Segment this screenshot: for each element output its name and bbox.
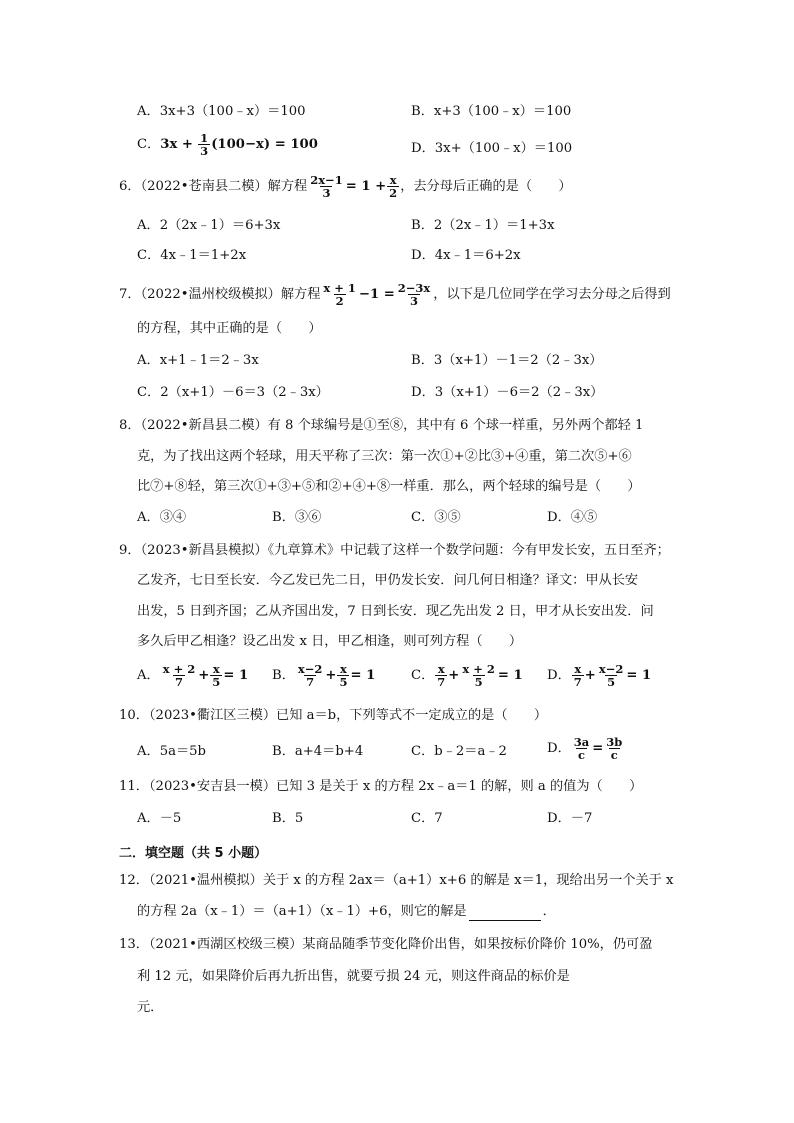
option-label: B． xyxy=(272,668,295,683)
q9-option-b xyxy=(272,663,375,688)
section-heading-fill-in: 二．填空题（共 5 小题） xyxy=(119,846,268,861)
q10-option-c: C．b﹣2＝a﹣2 xyxy=(411,744,507,759)
option-fraction-1 xyxy=(572,663,584,688)
fraction-denominator: 5 xyxy=(212,675,221,689)
option-fraction-2 xyxy=(210,663,222,688)
q5-option-c-label: C． xyxy=(137,137,161,152)
option-fraction-1 xyxy=(161,663,198,688)
q8-option-d: D．④⑤ xyxy=(547,510,598,525)
q12-stem-end: ． xyxy=(542,904,556,919)
option-equals: = 1 xyxy=(350,668,376,683)
q7-fraction-right xyxy=(396,282,433,307)
q5-option-a: A．3x+3（100﹣x）＝100 xyxy=(137,104,306,119)
q12-answer-blank[interactable] xyxy=(469,906,541,921)
q8-stem-line3: 比⑦+⑧轻，第三次①+③+⑤和②+④+⑧一样重．那么，两个轻球的编号是（ ） xyxy=(137,479,641,494)
option-equals: = 1 xyxy=(626,668,652,683)
q7-stem-line2: 的方程，其中正确的是（ ） xyxy=(137,321,322,336)
fraction-numerator: x + 2 xyxy=(462,662,495,676)
option-fraction-2 xyxy=(460,663,497,688)
fraction-denominator: 2 xyxy=(335,294,344,308)
option-equals: = xyxy=(592,741,604,756)
q7-stem-post: ，以下是几位同学在学习去分母之后得到 xyxy=(433,287,671,302)
fraction-numerator: x−2 xyxy=(297,662,323,676)
q6-stem-post: ，去分母后正确的是（ ） xyxy=(400,179,572,194)
q5-option-c-fraction xyxy=(198,132,210,157)
q6-fraction-right xyxy=(387,174,399,199)
q7-option-a: A．x+1﹣1＝2﹣3x xyxy=(137,353,259,368)
q9-option-c xyxy=(411,663,523,688)
option-fraction-2 xyxy=(337,663,349,688)
option-fraction-1 xyxy=(572,736,591,761)
fraction-numerator: x xyxy=(574,662,582,676)
fraction-denominator: 5 xyxy=(607,675,616,689)
q9-stem-line1: 9．（2023•新昌县模拟）《九章算术》中记载了这样一个数学问题：今有甲发长安，五日至齐； xyxy=(119,543,670,558)
option-label: A． xyxy=(137,668,160,683)
q9-option-a xyxy=(137,663,248,688)
q5-option-c-expr-b: (100−x) = 100 xyxy=(211,137,318,152)
q8-option-c: C．③⑤ xyxy=(411,510,461,525)
q6-option-b: B．2（2x﹣1）＝1+3x xyxy=(411,218,555,233)
fraction-denominator: 2 xyxy=(389,186,398,200)
fraction-denominator: 5 xyxy=(474,675,483,689)
q5-option-d: D．3x+（100﹣x）＝100 xyxy=(411,141,573,156)
q13-stem-line3: 元． xyxy=(137,1000,164,1015)
q6-option-a: A．2（2x﹣1）＝6+3x xyxy=(137,218,281,233)
option-equals: = 1 xyxy=(223,668,249,683)
fraction-denominator: c xyxy=(577,748,585,762)
q8-stem-line1: 8．（2022•新昌县二模）有 8 个球编号是①至⑧，其中有 6 个球一样重，另外两个都轻 1 xyxy=(119,418,644,433)
q13-stem-line1: 13．（2021•西湖区校级三模）某商品随季节变化降价出售，如果按标价降价 10%，仍可盈 xyxy=(119,937,653,952)
q12-stem-text: 的方程 2a（x﹣1）＝（a+1）（x﹣1）+6，则它的解是 xyxy=(137,904,467,919)
q9-option-d xyxy=(547,663,651,688)
option-operator: + xyxy=(448,668,460,683)
option-label: D． xyxy=(547,741,571,756)
fraction-numerator: x + 1 xyxy=(323,281,356,295)
fraction-denominator: 3 xyxy=(322,186,331,200)
q6-option-c: C．4x﹣1＝1+2x xyxy=(137,248,247,263)
option-operator: + xyxy=(198,668,210,683)
q11-option-b: B．5 xyxy=(272,811,304,826)
q12-stem-line2 xyxy=(137,903,556,921)
q7-option-b: B．3（x+1）－1＝2（2﹣3x） xyxy=(411,353,603,368)
q11-stem: 11．（2023•安吉县一模）已知 3 是关于 x 的方程 2x﹣a＝1 的解，则 a 的值为（ ） xyxy=(119,779,643,794)
option-fraction-1 xyxy=(296,663,325,688)
fraction-numerator: x xyxy=(212,662,220,676)
q6-fraction-left xyxy=(308,174,345,199)
option-fraction-1 xyxy=(435,663,447,688)
fraction-numerator: 2−3x xyxy=(397,281,431,295)
fraction-denominator: 3 xyxy=(410,294,419,308)
q5-option-b: B．x+3（100﹣x）＝100 xyxy=(411,104,572,119)
fraction-denominator: 7 xyxy=(306,675,315,689)
fraction-numerator: x xyxy=(389,173,397,187)
q11-option-d: D．－7 xyxy=(547,811,593,826)
option-label: D． xyxy=(547,668,571,683)
fraction-denominator: 7 xyxy=(573,675,582,689)
option-fraction-2 xyxy=(597,663,626,688)
q7-stem xyxy=(119,282,671,307)
fraction-numerator: 2x−1 xyxy=(310,173,343,187)
q11-option-a: A．－5 xyxy=(137,811,182,826)
fraction-numerator: x + 2 xyxy=(162,662,196,676)
q5-option-c xyxy=(137,132,318,157)
option-equals: = 1 xyxy=(497,668,523,683)
q8-stem-line2: 克，为了找出这两个轻球，用天平称了三次：第一次①+②比③+④重，第二次⑤+⑥ xyxy=(137,449,632,464)
q13-stem-line2: 利 12 元，如果降价后再九折出售，就要亏损 24 元，则这件商品的标价是 xyxy=(137,969,570,984)
q8-option-b: B．③⑥ xyxy=(272,510,322,525)
q10-option-d xyxy=(547,736,625,761)
q7-option-d: D．3（x+1）－6＝2（2﹣3x） xyxy=(411,385,604,400)
fraction-numerator: x xyxy=(340,662,347,676)
q12-stem-line1: 12．（2021•温州模拟）关于 x 的方程 2ax＝（a+1）x+6 的解是 x＝1，现给出另一个关于 x xyxy=(119,873,674,888)
fraction-denominator: 5 xyxy=(339,675,348,689)
option-label: C． xyxy=(411,668,435,683)
option-operator: + xyxy=(325,668,337,683)
fraction-denominator: 7 xyxy=(437,675,446,689)
q6-stem xyxy=(119,174,572,199)
q10-stem: 10．（2023•衢江区三模）已知 a＝b，下列等式不一定成立的是（ ） xyxy=(119,708,548,723)
q6-stem-text: 6．（2022•苍南县二模）解方程 xyxy=(119,179,308,194)
fraction-numerator: 1 xyxy=(200,131,209,145)
option-fraction-2 xyxy=(604,736,624,761)
q5-option-c-expr-a: 3x + xyxy=(160,137,193,152)
fraction-denominator: 7 xyxy=(174,675,183,689)
option-operator: + xyxy=(584,668,596,683)
fraction-denominator: c xyxy=(610,748,618,762)
fraction-numerator: x−2 xyxy=(598,662,624,676)
fraction-numerator: 3b xyxy=(606,735,623,749)
fraction-denominator: 3 xyxy=(200,144,209,158)
q7-stem-text: 7．（2022•温州校级模拟）解方程 xyxy=(119,287,321,302)
fraction-numerator: 3a xyxy=(573,735,590,749)
q9-stem-line4: 多久后甲乙相逢？设乙出发 x 日，甲乙相逢，则可列方程（ ） xyxy=(137,634,523,649)
fraction-numerator: x xyxy=(437,662,445,676)
q6-option-d: D．4x﹣1＝6+2x xyxy=(411,248,521,263)
q8-option-a: A．③④ xyxy=(137,510,187,525)
q7-fraction-left xyxy=(321,282,358,307)
q7-option-c: C．2（x+1）－6＝3（2﹣3x） xyxy=(137,385,329,400)
q6-eq-mid: = 1 + xyxy=(345,179,387,194)
q9-stem-line3: 出发，5 日到齐国；乙从齐国出发，7 日到长安．现乙先出发 2 日，甲才从长安出发．问 xyxy=(137,604,654,619)
q9-stem-line2: 乙发齐，七日至长安．今乙发已先二日，甲仍发长安．问几何日相逢？译文：甲从长安 xyxy=(137,573,639,588)
q10-option-b: B．a+4＝b+4 xyxy=(272,744,364,759)
q11-option-c: C．7 xyxy=(411,811,443,826)
q10-option-a: A．5a＝5b xyxy=(137,744,206,759)
q7-eq-mid: −1 = xyxy=(358,287,395,302)
